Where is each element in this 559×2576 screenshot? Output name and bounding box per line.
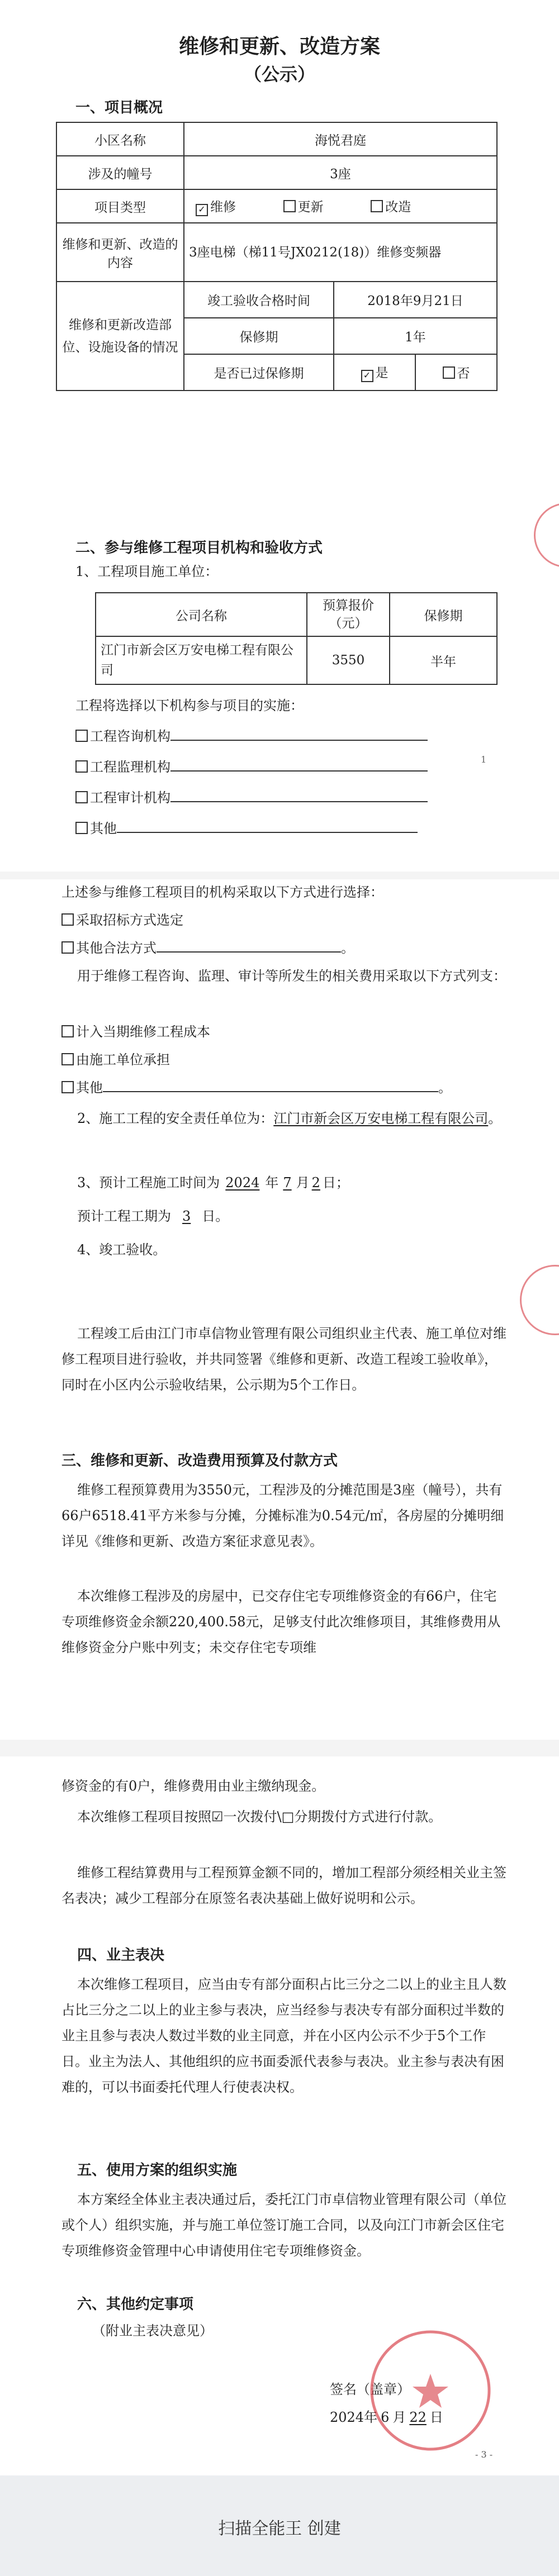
org-supervision-line[interactable] (170, 770, 428, 772)
fee-other-label: 其他 (76, 1080, 103, 1096)
expired-yes-checkbox[interactable]: ✓ (361, 370, 373, 382)
stamp-edge-1 (534, 503, 559, 568)
content-value: 3座电梯（梯11号JX0212(18)）维修变频器 (184, 223, 497, 282)
voting-text: 本次维修工程项目，应当由专有部分面积占比三分之二以上的业主且人数占比三分之二以上的业主参与表决，应当经参与表决专有部分面积过半数的业主且参与表决人数过半数的业主同意，并在小区内公示不少于5个工作日。业主为法人、其他组织的应书面委派代表参与表决。业主参与表决有困难的，可以书面委托代理人行使表决权。 (61, 1977, 506, 2095)
building-label: 涉及的幢号 (56, 156, 184, 189)
expired-no-label: 否 (457, 366, 470, 381)
section-6-heading: 六、其他约定事项 (77, 2296, 194, 2313)
section-2-heading: 二、参与维修工程项目机构和验收方式 (75, 540, 323, 556)
type-renovate-label: 改造 (385, 199, 411, 215)
expired-label: 是否已过保修期 (184, 354, 334, 391)
payment-method: 本次维修工程项目按照☑一次拨付\□分期拨付方式进行付款。 (77, 1809, 442, 1825)
community-label: 小区名称 (56, 122, 184, 156)
schedule-start: 3、预计工程施工时间为 2024 年 7 月 2 日； (77, 1175, 349, 1191)
page-number-1: 1 (481, 754, 487, 765)
page-gap-1 (0, 872, 559, 879)
safety-end: 。 (488, 1111, 502, 1126)
selection-tender (61, 907, 183, 933)
doc-subtitle: （公示） (243, 64, 315, 85)
expired-no (415, 354, 497, 391)
org-audit-line[interactable] (170, 801, 428, 802)
org-supervision-checkbox[interactable] (75, 760, 88, 773)
selection-other: 其他合法方式 。 (61, 935, 354, 961)
type-repair-label: 维修 (210, 199, 236, 215)
fund-text: 本次维修工程涉及的房屋中，已交存住宅专项维修资金的有66户，住宅专项维修资金余额220,400.58元，足够支付此次维修项目，其维修费用从维修资金分户账中列支；未交存住宅专项维 (61, 1588, 501, 1655)
fee-cost (61, 1019, 210, 1045)
fee-cost-label: 计入当期维修工程成本 (76, 1024, 210, 1040)
org-consulting-label: 工程咨询机构 (90, 728, 170, 744)
expired-yes-label: 是 (375, 366, 389, 380)
org-supervision-label: 工程监理机构 (90, 759, 170, 775)
facility-label: 维修和更新改造部位、设施设备的情况 (56, 282, 184, 391)
page-2b (0, 1298, 559, 1740)
section-4-heading: 四、业主表决 (77, 1947, 165, 1964)
fee-other-line[interactable] (103, 1091, 438, 1092)
page-number-3: - 3 - (475, 2449, 493, 2460)
implementation-text: 本方案经全体业主表决通过后，委托江门市卓信物业管理有限公司（单位或个人）组织实施，并与施工单位签订施工合同，以及向江门市新会区住宅专项维修资金管理中心申请使用住宅专项维修资金。 (61, 2192, 506, 2259)
org-other-label: 其他 (90, 821, 117, 836)
safety-label: 2、施工工程的安全责任单位为： (77, 1111, 274, 1126)
section-1-heading: 一、项目概况 (75, 99, 163, 116)
org-audit-label: 工程审计机构 (90, 790, 170, 806)
selection-other-checkbox[interactable] (61, 941, 74, 954)
org-other (75, 816, 418, 841)
building-value: 3座 (184, 156, 497, 189)
fee-contractor-checkbox[interactable] (61, 1053, 74, 1065)
scanner-footer (0, 2475, 559, 2576)
fee-other: 其他 。 (61, 1075, 452, 1101)
schedule-duration: 预计工程工期为 3 日。 (77, 1208, 229, 1224)
fee-intro: 用于维修工程咨询、监理、审计等所发生的相关费用采取以下方式列支： (77, 968, 506, 984)
page-1 (0, 0, 559, 872)
type-label: 项目类型 (56, 189, 184, 223)
construction-unit-label: 1、工程项目施工单位： (75, 564, 219, 579)
org-audit-checkbox[interactable] (75, 791, 88, 803)
col-warranty: 保修期 (390, 593, 497, 636)
fee-contractor (61, 1047, 170, 1073)
safety-unit (61, 1106, 509, 1131)
type-options (184, 189, 497, 223)
org-intro: 工程将选择以下机构参与项目的实施： (75, 698, 304, 713)
safety-company: 江门市新会区万安电梯工程有限公司 (273, 1111, 489, 1126)
cell-warranty: 半年 (390, 636, 497, 684)
org-supervision (75, 754, 428, 780)
signature-date: 2024年 6 月 22 日 (330, 2410, 443, 2425)
warranty-value: 1年 (334, 318, 497, 354)
content-label: 维修和更新、改造的内容 (56, 223, 184, 282)
selection-other-label: 其他合法方式 (76, 940, 157, 956)
col-budget: 预算报价（元） (307, 593, 390, 636)
project-overview-table (56, 122, 498, 391)
footer-text: 扫描全能王 创建 (218, 2519, 341, 2539)
accept-label: 竣工验收合格时间 (184, 282, 334, 318)
fee-cost-checkbox[interactable] (61, 1025, 74, 1037)
acceptance-heading: 4、竣工验收。 (77, 1242, 167, 1258)
warranty-label: 保修期 (184, 318, 334, 354)
community-value: 海悦君庭 (184, 122, 497, 156)
page-gap-2 (0, 1740, 559, 1756)
org-audit (75, 785, 428, 811)
acceptance-text: 工程竣工后由江门市卓信物业管理有限公司组织业主代表、施工单位对维修工程项目进行验收，并共同签署《维修和更新、改造工程竣工验收单》，同时在小区内公示验收结果，公示期为5个工作日。 (61, 1326, 506, 1393)
budget-text: 维修工程预算费用为3550元，工程涉及的分摊范围是3座（幢号），共有66户6518.41平方米参与分摊，分摊标准为0.54元/㎡，各房屋的分摊明细详见《维修和更新、改造方案征求意见表》。 (61, 1482, 504, 1549)
fee-contractor-label: 由施工单位承担 (76, 1052, 170, 1068)
type-update-label: 更新 (297, 199, 324, 215)
org-consulting-line[interactable] (170, 740, 428, 741)
selection-tender-checkbox[interactable] (61, 913, 74, 926)
type-renovate-checkbox[interactable] (371, 200, 383, 212)
fee-other-checkbox[interactable] (61, 1081, 74, 1093)
selection-intro: 上述参与维修工程项目的机构采取以下方式进行选择： (61, 884, 383, 900)
selection-other-line[interactable] (157, 951, 341, 953)
expired-no-checkbox[interactable] (443, 366, 455, 379)
page-3 (0, 1756, 559, 2475)
accept-value: 2018年9月21日 (334, 282, 497, 318)
doc-title: 维修和更新、改造方案 (178, 35, 380, 58)
cell-budget: 3550 (307, 636, 390, 684)
org-other-line[interactable] (117, 832, 418, 833)
org-other-checkbox[interactable] (75, 822, 88, 834)
section-5-heading: 五、使用方案的组织实施 (77, 2162, 238, 2179)
type-update-checkbox[interactable] (283, 200, 296, 212)
settlement-text: 维修工程结算费用与工程预算金额不同的，增加工程部分须经相关业主签名表决；减少工程部分在原签名表决基础上做好说明和公示。 (61, 1865, 506, 1906)
signature-label: 签名（盖章） (330, 2382, 410, 2397)
contractor-table (95, 592, 498, 685)
cell-company: 江门市新会区万安电梯工程有限公司 (96, 636, 307, 684)
selection-tender-label: 采取招标方式选定 (76, 912, 183, 928)
org-consulting (75, 723, 428, 749)
attachment-note: （附业主表决意见） (92, 2323, 213, 2339)
org-consulting-checkbox[interactable] (75, 730, 88, 742)
company-seal (366, 2326, 495, 2455)
type-repair-checkbox[interactable]: ✓ (196, 204, 208, 216)
expired-yes (334, 354, 415, 391)
col-company: 公司名称 (96, 593, 307, 636)
cash-text: 修资金的有0户，维修费用由业主缴纳现金。 (61, 1778, 325, 1794)
section-3-heading: 三、维修和更新、改造费用预算及付款方式 (61, 1453, 338, 1469)
page-2 (0, 879, 559, 1298)
